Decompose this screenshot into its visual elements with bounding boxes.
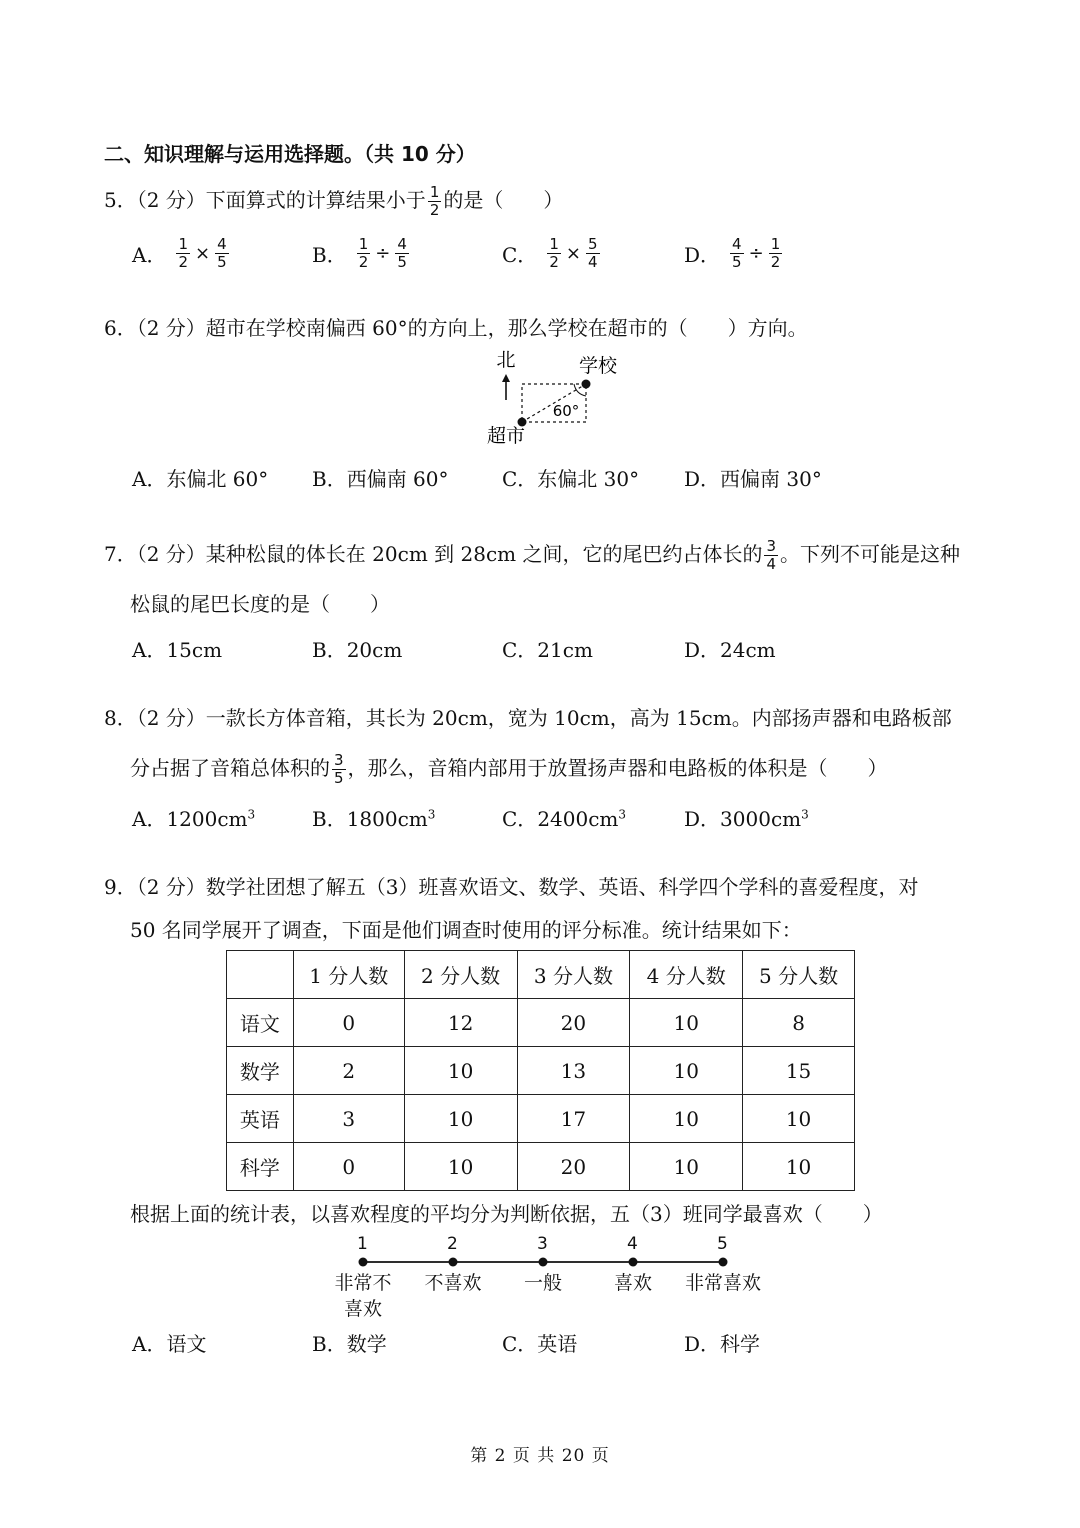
fraction <box>769 236 783 271</box>
table-row <box>227 999 855 1047</box>
count-cell: 8 <box>743 999 855 1047</box>
operator: ÷ <box>748 243 764 264</box>
denominator: 4 <box>587 253 598 271</box>
fraction <box>357 236 371 271</box>
scale-point <box>359 1258 368 1267</box>
table-row <box>227 1095 855 1143</box>
q8-fraction: $\frac{3}{5}$ <box>334 751 344 787</box>
scale-number: 4 <box>627 1234 638 1254</box>
direction-diagram <box>478 344 628 448</box>
scale-label <box>403 1270 503 1296</box>
numerator: 1 <box>178 235 188 253</box>
option-label: A． <box>132 807 167 831</box>
scale-point <box>539 1258 548 1267</box>
scale-label-line2: 喜欢 <box>343 1298 382 1320</box>
q6-option: A．东偏北 60° <box>132 467 269 491</box>
scale-label <box>313 1270 413 1322</box>
table-header-cell: 5 分人数 <box>743 951 855 999</box>
denominator: 5 <box>397 253 407 271</box>
count-cell: 17 <box>517 1095 630 1143</box>
question-9-stem-line2: 50 名同学展开了调查，下面是他们调查时使用的评分标准。统计结果如下： <box>130 918 802 942</box>
angle-label: 60° <box>552 402 580 420</box>
q9-option: D．科学 <box>684 1332 761 1356</box>
table-header-cell <box>227 951 294 999</box>
fraction <box>395 236 409 271</box>
school-dot <box>582 380 591 389</box>
denominator: 2 <box>178 253 188 271</box>
count-cell: 20 <box>517 1143 630 1191</box>
survey-table <box>226 950 855 1191</box>
option-exponent: 3 <box>247 807 256 822</box>
numerator: 5 <box>587 235 598 253</box>
operator: ÷ <box>375 243 391 264</box>
q9-option: B．数学 <box>312 1332 387 1356</box>
count-cell: 10 <box>630 1095 743 1143</box>
q7-option: C．21cm <box>502 638 593 662</box>
scale-number: 3 <box>537 1234 548 1254</box>
table-header-row <box>227 951 855 999</box>
count-cell: 3 <box>293 1095 404 1143</box>
numerator: 4 <box>732 235 742 253</box>
option-exponent: 3 <box>801 807 809 822</box>
scale-point <box>449 1258 458 1267</box>
scale-point <box>719 1258 728 1267</box>
option-value: 2400cm <box>537 807 619 831</box>
numerator: 4 <box>397 235 407 253</box>
q5-stem-pre: 5．（2 分）下面算式的计算结果小于 <box>104 188 426 212</box>
table-header-cell: 2 分人数 <box>404 951 517 999</box>
numerator: 4 <box>217 235 227 253</box>
q5-option <box>502 236 602 271</box>
scale-label-line1: 一般 <box>523 1272 562 1294</box>
scale-label <box>583 1270 683 1296</box>
question-7-stem <box>104 538 960 573</box>
q7-stem-pre: 7．（2 分）某种松鼠的体长在 20cm 到 28cm 之间，它的尾巴约占体长的 <box>104 542 763 566</box>
fraction <box>730 236 744 271</box>
scale-label-line1: 非常不 <box>334 1272 392 1294</box>
q9-option: A．语文 <box>132 1332 207 1356</box>
operator: × <box>565 243 581 264</box>
fraction <box>215 236 229 271</box>
option-label: C． <box>502 807 538 831</box>
q7-option: D．24cm <box>684 638 776 662</box>
count-cell: 20 <box>517 999 630 1047</box>
denominator: 5 <box>217 253 227 271</box>
q6-option: C．东偏北 30° <box>502 467 640 491</box>
scale-label-line1: 不喜欢 <box>424 1272 482 1294</box>
scale-label-line1: 喜欢 <box>613 1272 652 1294</box>
table-row <box>227 1047 855 1095</box>
denominator: 2 <box>770 253 781 271</box>
q7-fraction: $\frac{3}{4}$ <box>766 537 777 573</box>
table-header-cell: 1 分人数 <box>293 951 404 999</box>
scale-number: 5 <box>717 1234 728 1254</box>
option-label: D． <box>684 807 721 831</box>
question-9-stem-line1: 9．（2 分）数学社团想了解五（3）班喜欢语文、数学、英语、科学四个学科的喜爱程度，对 <box>104 875 919 899</box>
section-title: 二、知识理解与运用选择题。（共 10 分） <box>104 142 476 166</box>
table-header-cell: 3 分人数 <box>517 951 630 999</box>
scale-label <box>493 1270 593 1296</box>
count-cell: 12 <box>404 999 517 1047</box>
scale-label-line1: 非常喜欢 <box>684 1272 761 1294</box>
table-header-cell: 4 分人数 <box>630 951 743 999</box>
scale-number: 2 <box>447 1234 458 1254</box>
option-value: 1200cm <box>166 807 248 831</box>
rating-scale <box>320 1236 770 1320</box>
option-exponent: 3 <box>618 807 627 822</box>
table-row <box>227 1143 855 1191</box>
count-cell: 10 <box>630 1143 743 1191</box>
scale-point <box>629 1258 638 1267</box>
question-5-stem <box>104 184 563 219</box>
subject-cell: 数学 <box>227 1047 294 1095</box>
subject-cell: 语文 <box>227 999 294 1047</box>
scale-number: 1 <box>357 1234 368 1254</box>
question-6-stem: 6．（2 分）超市在学校南偏西 60°的方向上，那么学校在超市的（ ）方向。 <box>104 316 808 340</box>
count-cell: 2 <box>293 1047 404 1095</box>
count-cell: 10 <box>743 1143 855 1191</box>
scale-label <box>673 1270 773 1296</box>
option-label: B． <box>312 807 347 831</box>
count-cell: 10 <box>630 1047 743 1095</box>
north-label: 北 <box>496 349 516 371</box>
school-label: 学校 <box>578 355 618 377</box>
q7-option: B．20cm <box>312 638 403 662</box>
q8-option <box>312 803 435 832</box>
q8-stem-pre: 分占据了音箱总体积的 <box>130 756 330 780</box>
option-exponent: 3 <box>427 807 436 822</box>
option-value: 1800cm <box>346 807 428 831</box>
denominator: 2 <box>549 253 559 271</box>
numerator: 1 <box>770 235 781 253</box>
count-cell: 10 <box>404 1143 517 1191</box>
q5-stem-post: 的是（ ） <box>443 188 564 212</box>
option-value: 3000cm <box>720 807 802 831</box>
denominator: 2 <box>358 253 369 271</box>
option-label: A． <box>132 243 167 267</box>
fraction <box>586 236 600 271</box>
question-9-after-table: 根据上面的统计表，以喜欢程度的平均分为判断依据，五（3）班同学最喜欢（ ） <box>130 1202 883 1226</box>
q5-fraction: $\frac{1}{2}$ <box>429 183 440 219</box>
count-cell: 0 <box>293 1143 404 1191</box>
q7-stem-post: 。下列不可能是这种 <box>780 542 961 566</box>
q6-option: D．西偏南 30° <box>684 467 822 491</box>
option-label: B． <box>312 243 347 267</box>
subject-cell: 英语 <box>227 1095 294 1143</box>
question-7-stem-line2: 松鼠的尾巴长度的是（ ） <box>130 592 390 616</box>
q8-option <box>502 803 626 832</box>
numerator: 1 <box>358 235 369 253</box>
count-cell: 10 <box>404 1047 517 1095</box>
operator: × <box>195 243 211 264</box>
count-cell: 0 <box>293 999 404 1047</box>
q9-option: C．英语 <box>502 1332 578 1356</box>
count-cell: 13 <box>517 1047 630 1095</box>
count-cell: 10 <box>404 1095 517 1143</box>
count-cell: 10 <box>630 999 743 1047</box>
count-cell: 15 <box>743 1047 855 1095</box>
q5-option <box>132 236 231 271</box>
numerator: 1 <box>549 235 559 253</box>
question-8-stem-line2 <box>130 752 888 787</box>
question-8-stem-line1: 8．（2 分）一款长方体音箱，其长为 20cm，宽为 10cm，高为 15cm。内部扬声器和电路板部 <box>104 706 952 730</box>
page-footer: 第 2 页 共 20 页 <box>470 1446 610 1466</box>
fraction <box>547 236 561 271</box>
q5-option <box>684 236 784 271</box>
count-cell: 10 <box>743 1095 855 1143</box>
north-arrow-icon <box>502 374 510 382</box>
q7-option: A．15cm <box>132 638 223 662</box>
q6-option: B．西偏南 60° <box>312 467 449 491</box>
market-label: 超市 <box>486 425 526 447</box>
q5-option <box>312 236 411 271</box>
q8-option <box>132 803 255 832</box>
q8-stem-post: ，那么，音箱内部用于放置扬声器和电路板的体积是（ ） <box>347 756 888 780</box>
q8-option <box>684 803 809 832</box>
option-label: D． <box>684 243 721 267</box>
option-label: C． <box>502 243 538 267</box>
fraction <box>176 236 190 271</box>
denominator: 5 <box>732 253 742 271</box>
subject-cell: 科学 <box>227 1143 294 1191</box>
